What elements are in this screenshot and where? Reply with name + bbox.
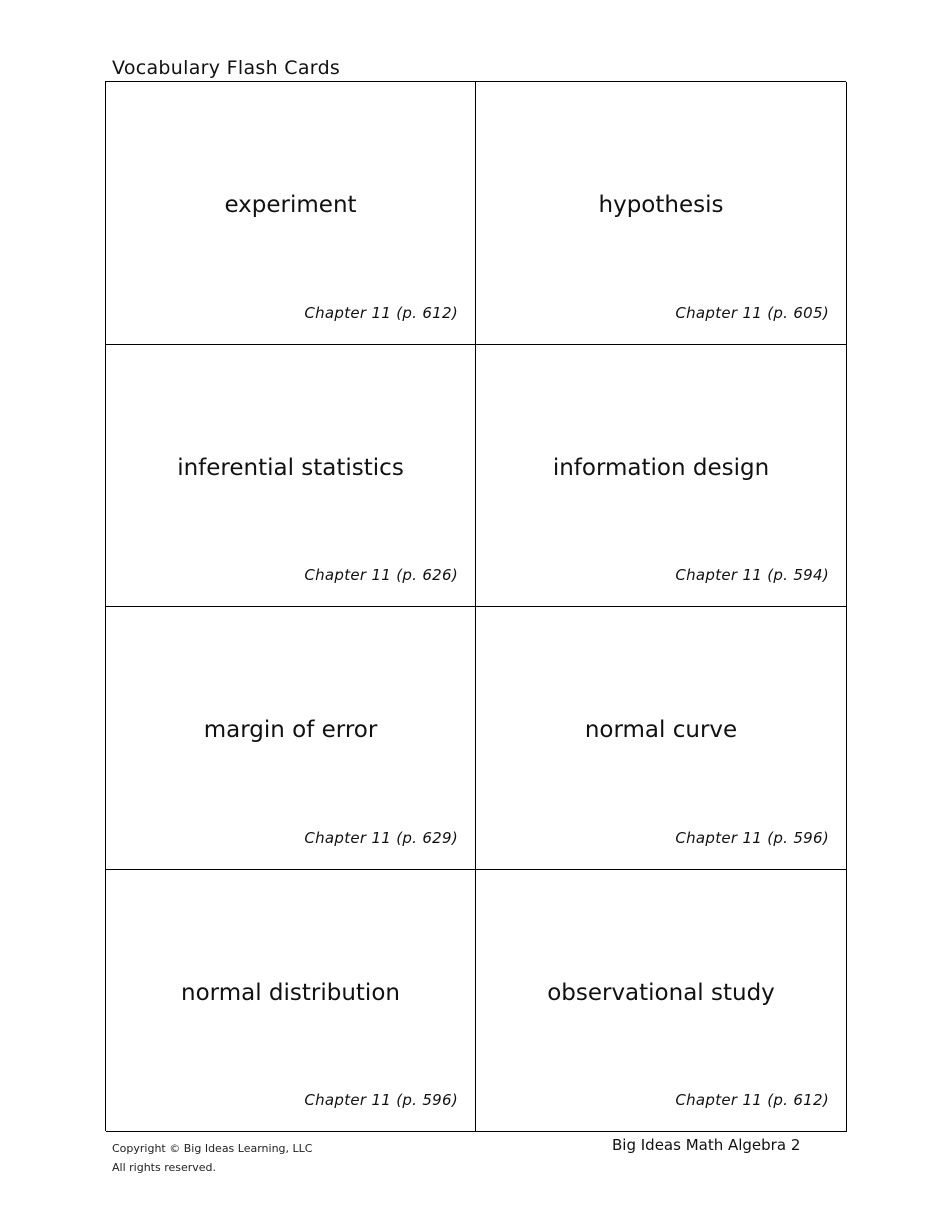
flash-card <box>476 870 847 1133</box>
card-term: normal distribution <box>181 979 400 1006</box>
flash-card <box>106 345 476 608</box>
flash-card <box>476 607 847 870</box>
book-title: Big Ideas Math Algebra 2 <box>612 1136 801 1154</box>
card-reference: Chapter 11 (p. 605) <box>675 303 829 322</box>
flash-card <box>106 82 476 345</box>
flash-card <box>106 607 476 870</box>
copyright-line: Copyright © Big Ideas Learning, LLC <box>112 1142 313 1155</box>
flash-card <box>106 870 476 1133</box>
card-term: normal curve <box>584 717 738 743</box>
card-term: observational study <box>547 979 775 1006</box>
card-term: information design <box>552 454 770 481</box>
flash-card <box>476 345 847 608</box>
rights-line: All rights reserved. <box>112 1161 217 1174</box>
card-reference: Chapter 11 (p. 612) <box>304 303 458 322</box>
card-reference: Chapter 11 (p. 629) <box>304 828 458 847</box>
card-reference: Chapter 11 (p. 612) <box>675 1091 829 1109</box>
flash-card-grid <box>105 81 846 1131</box>
page-title: Vocabulary Flash Cards <box>112 57 341 79</box>
card-term: margin of error <box>203 717 378 743</box>
copyright-notice <box>112 1139 312 1177</box>
card-term: hypothesis <box>598 192 724 218</box>
flash-card <box>476 82 847 345</box>
card-reference: Chapter 11 (p. 594) <box>675 566 829 584</box>
card-term: experiment <box>224 192 357 218</box>
card-reference: Chapter 11 (p. 596) <box>304 1091 458 1109</box>
card-reference: Chapter 11 (p. 626) <box>304 566 458 584</box>
card-term: inferential statistics <box>177 454 404 481</box>
card-reference: Chapter 11 (p. 596) <box>675 828 829 847</box>
